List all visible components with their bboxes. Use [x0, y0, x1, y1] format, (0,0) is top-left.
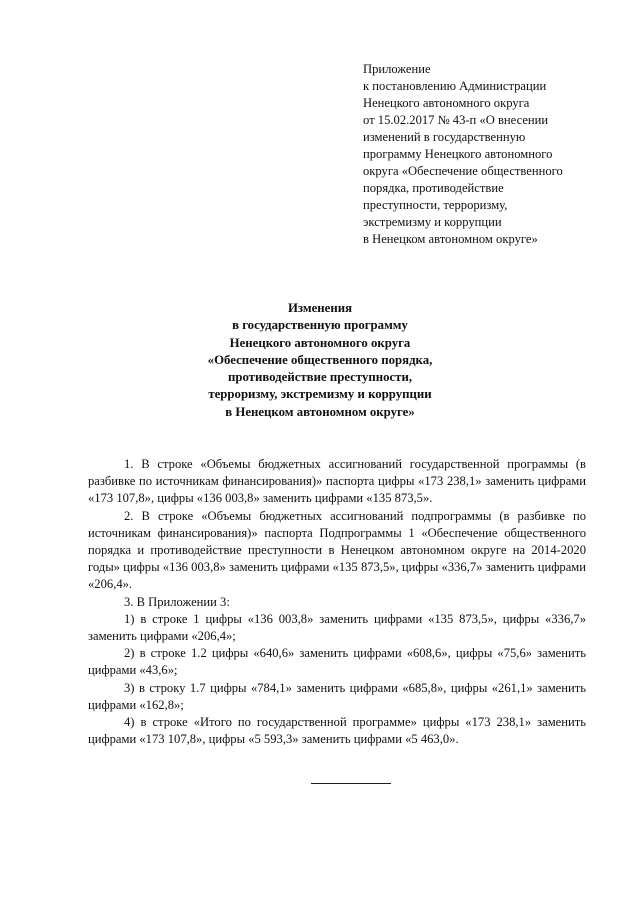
annex-line: программу Ненецкого автономного [363, 147, 553, 161]
annex-header [363, 61, 613, 248]
annex-line: от 15.02.2017 № 43-п «О внесении [363, 113, 549, 127]
title-line: противодействие преступности, [227, 370, 413, 385]
annex-line: Ненецкого автономного округа [363, 96, 530, 110]
paragraph-subitem-3: 3) в строку 1.7 цифры «784,1» заменить цифрами «685,8», цифры «261,1» заменить цифрами «162,8»; [88, 680, 586, 712]
document-body [88, 456, 586, 748]
title-line: «Обеспечение общественного порядка, [207, 352, 433, 367]
annex-line: в Ненецком автономном округе» [363, 232, 538, 246]
title-line: терроризму, экстремизму и коррупции [208, 387, 432, 402]
annex-line: преступности, терроризму, [363, 198, 508, 212]
annex-line: к постановлению Администрации [363, 79, 547, 93]
paragraph-item-3: 3. В Приложении 3: [124, 594, 230, 609]
document-title [120, 300, 520, 421]
annex-line: порядка, противодействие [363, 181, 504, 195]
title-line: Ненецкого автономного округа [229, 335, 411, 350]
annex-line: округа «Обеспечение общественного [363, 164, 563, 178]
title-line: в государственную программу [232, 318, 408, 333]
annex-line: изменений в государственную [363, 130, 526, 144]
title-line: Изменения [287, 301, 353, 315]
paragraph-item-1: 1. В строке «Объемы бюджетных ассигнований государственной программы (в разбивке по источникам финансирования)» паспорта цифры «173 238,1» заменить цифрами «173 107,8», цифры «136 003,8» заменить цифрами «135 873,5». [88, 457, 586, 506]
paragraph-subitem-1: 1) в строке 1 цифры «136 003,8» заменить цифрами «135 873,5», цифры «336,7» заменить цифрами «206,4»; [88, 611, 586, 644]
paragraph-subitem-2: 2) в строке 1.2 цифры «640,6» заменить цифрами «608,6», цифры «75,6» заменить цифрами «43,6»; [88, 646, 586, 678]
paragraph-item-2: 2. В строке «Объемы бюджетных ассигнований подпрограммы (в разбивке по источникам финансирования)» паспорта Подпрограммы 1 «Обеспечение общественного порядка и противодействие преступности в Ненецком автономном округе на 2014-2020 годы» цифры «136 003,8» заменить цифрами «135 873,5», цифры «336,7» заменить цифрами «206,4». [88, 508, 586, 592]
closing-divider [311, 783, 391, 784]
title-line: в Ненецком автономном округе» [225, 404, 415, 419]
paragraph-subitem-4: 4) в строке «Итого по государственной программе» цифры «173 238,1» заменить цифрами «173 107,8», цифры «5 593,3» заменить цифрами «5 463,0». [88, 715, 586, 747]
annex-line: экстремизму и коррупции [363, 215, 502, 229]
annex-line: Приложение [363, 62, 431, 76]
